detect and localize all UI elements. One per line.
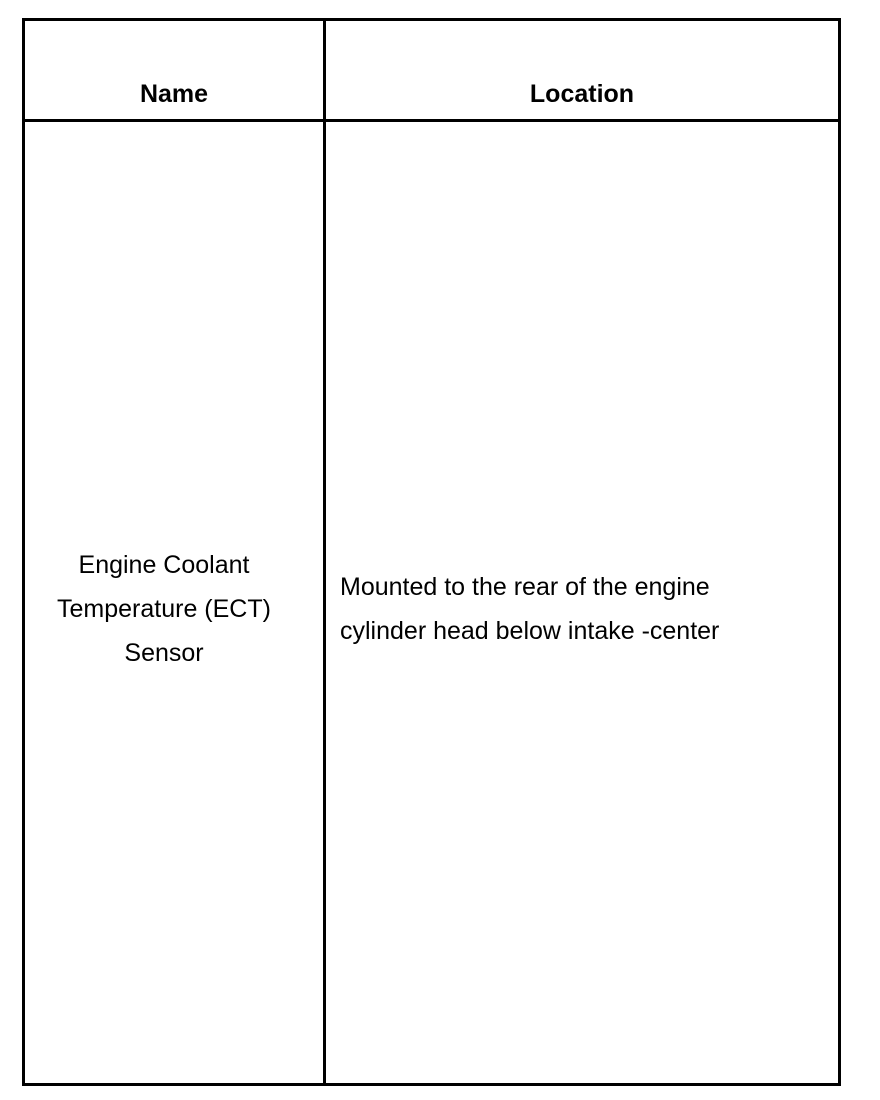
column-header-location: Location	[529, 80, 635, 108]
location-line: cylinder head below intake -center	[340, 617, 720, 645]
name-line: Engine Coolant	[78, 551, 250, 579]
header-divider	[25, 119, 838, 122]
table-cell-location	[340, 565, 820, 653]
name-line: Sensor	[124, 639, 204, 667]
component-location-table	[22, 18, 841, 1086]
table-cell-name	[25, 543, 303, 675]
column-header-name: Name	[139, 80, 209, 108]
location-line: Mounted to the rear of the engine	[340, 573, 710, 601]
column-divider	[323, 21, 326, 1083]
name-line: Temperature (ECT)	[57, 595, 271, 623]
